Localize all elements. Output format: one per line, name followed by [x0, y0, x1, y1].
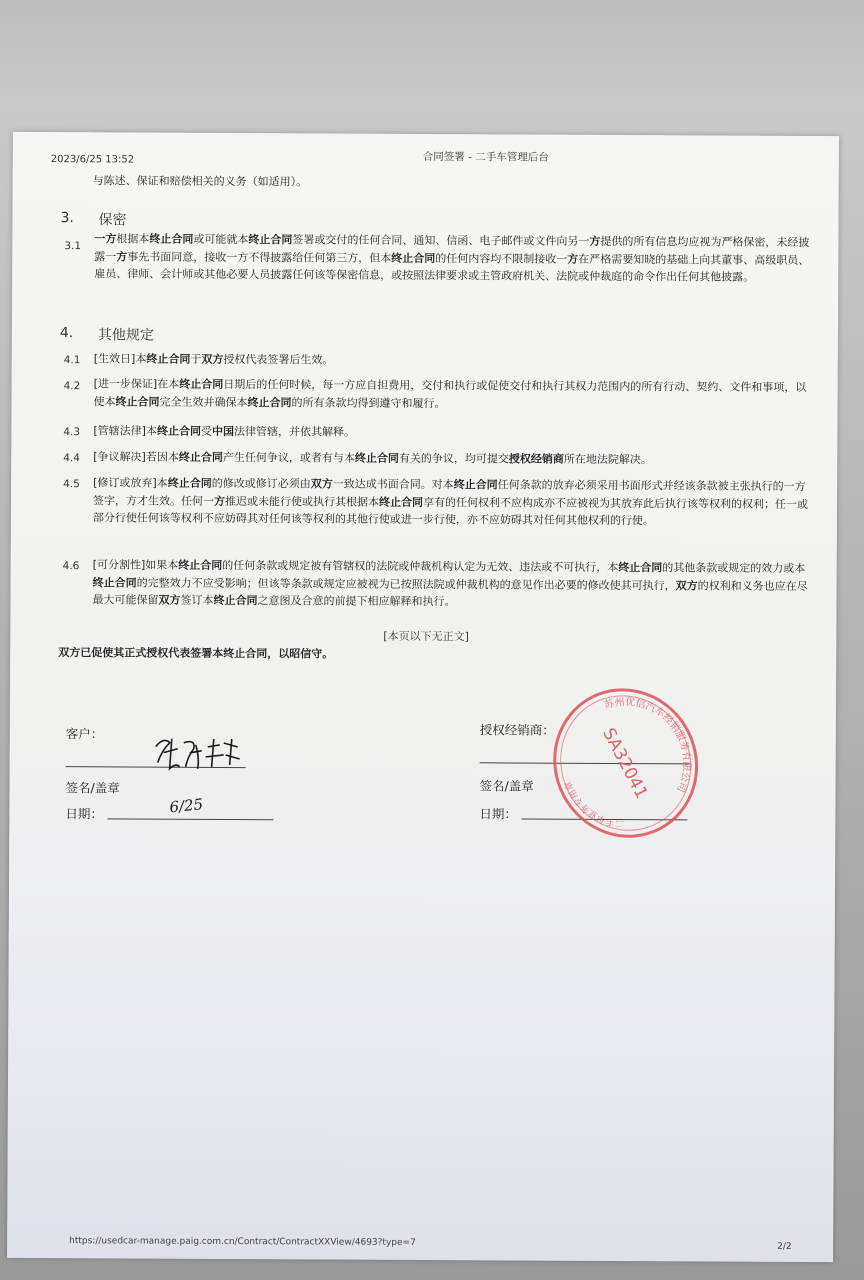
dealer-date-label: 日期： [479, 806, 517, 822]
seal-ring-text: 苏州优信汽车经销服务有限公司 [603, 696, 692, 794]
clause-4-1-number: 4.1 [63, 354, 81, 367]
footer-page-number: 2/2 [777, 1241, 792, 1252]
clause-4-1-text: [生效日]本终止合同于双方授权代表签署后生效。 [93, 352, 334, 367]
clause-4-3-text: [管辖法律]本终止合同受中国法律管辖，并依其解释。 [93, 424, 356, 439]
footer-url: https://usedcar-manage.paig.com.cn/Contract/ContractXXView/4693?type=7 [69, 1236, 416, 1248]
clause-4-3-number: 4.3 [63, 426, 81, 439]
clause-4-2-number: 4.2 [63, 380, 81, 393]
clause-4-4-number: 4.4 [63, 452, 80, 465]
customer-date-line [107, 818, 273, 820]
clause-4-5-number: 4.5 [63, 478, 80, 491]
company-seal [545, 683, 706, 844]
print-page-title: 合同签署 - 二手车管理后台 [422, 150, 549, 164]
seal-code: SA32041 [598, 724, 652, 803]
closing-statement: 双方已促使其正式授权代表签署本终止合同，以昭信守。 [58, 646, 334, 661]
carryover-text: 与陈述、保证和赔偿相关的义务（如适用）。 [92, 174, 308, 189]
print-datetime: 2023/6/25 13:52 [50, 154, 135, 166]
handwritten-signature [150, 733, 246, 778]
customer-date-label: 日期： [65, 806, 103, 822]
section-3-number: 3. [60, 210, 74, 227]
clause-4-4-text: [争议解决]若因本终止合同产生任何争议，或者有与本终止合同有关的争议，均可提交授权经销商所在地法院解决。 [93, 450, 652, 467]
handwritten-date: 6/25 [168, 795, 204, 817]
section-4-title: 其他规定 [97, 327, 154, 344]
dealer-label: 授权经销商： [479, 722, 555, 738]
customer-sign-label: 签名/盖章 [65, 780, 120, 796]
clause-4-6-number: 4.6 [62, 560, 80, 573]
clause-3-1-text: 一方根据本终止合同或可能就本终止合同签署或交付的任何合同、通知、信函、电子邮件或文件向另一方提供的所有信息均应视为严格保密，未经披露一方事先书面同意，接收一方不得披露给任何第三方，但本终止合同的任何内容均不限制接收一方在严格需要知晓的基础上向其董事、高级职员、雇员、律师、会计师或其他必要人员披露任何该等保密信息，或按照法律要求或主管政府机关、法院或仲裁庭的命令作出任何其他披露。 [94, 232, 810, 284]
clause-3-1-number: 3.1 [64, 240, 82, 253]
seal-top-text: 二手车业务专用章 [563, 779, 625, 829]
dealer-sign-label: 签名/盖章 [479, 778, 534, 794]
section-3-title: 保密 [98, 212, 127, 229]
clause-4-2-text: [进一步保证]在本终止合同日期后的任何时候，每一方应自担费用，交付和执行或促使交付和执行其权力范围内的所有行动、契约、文件和事项，以使本终止合同完全生效并确保本终止合同的所有条款均得到遵守和履行。 [93, 377, 807, 410]
section-4-number: 4. [59, 325, 74, 342]
clause-4-5-text: [修订或放弃]本终止合同的修改或修订必须由双方一致达成书面合同。对本终止合同任何条款的放弃必须采用书面形式并经该条款被主张执行的一方签字，方才生效。任何一方推迟或未能行使或执行其根据本终止合同享有的任何权利不应构成亦不应被视为其放弃此后执行该等权利的权利；任一或部分行使任何该等权利不应妨碍其对任何该等权利的其他行使或进一步行使，亦不应妨碍其对任何其他权利的行使。 [92, 476, 809, 528]
clause-4-6-text: [可分割性]如果本终止合同的任何条款或规定被有管辖权的法院或仲裁机构认定为无效、违法或不可执行，本终止合同的其他条款或规定的效力或本终止合同的完整效力不应受影响；但该等条款或规定应被视为已按照法院或仲裁机构的意见作出必要的修改使其可执行，双方的权利和义务也应在尽最大可能保留双方签订本终止合同之意图及合意的前提下相应解释和执行。 [92, 558, 808, 609]
document-page [7, 132, 839, 1262]
end-of-text-note: [本页以下无正文] [383, 629, 469, 644]
customer-label: 客户： [65, 726, 104, 742]
svg-text:二手车业务专用章 [561, 766, 629, 844]
